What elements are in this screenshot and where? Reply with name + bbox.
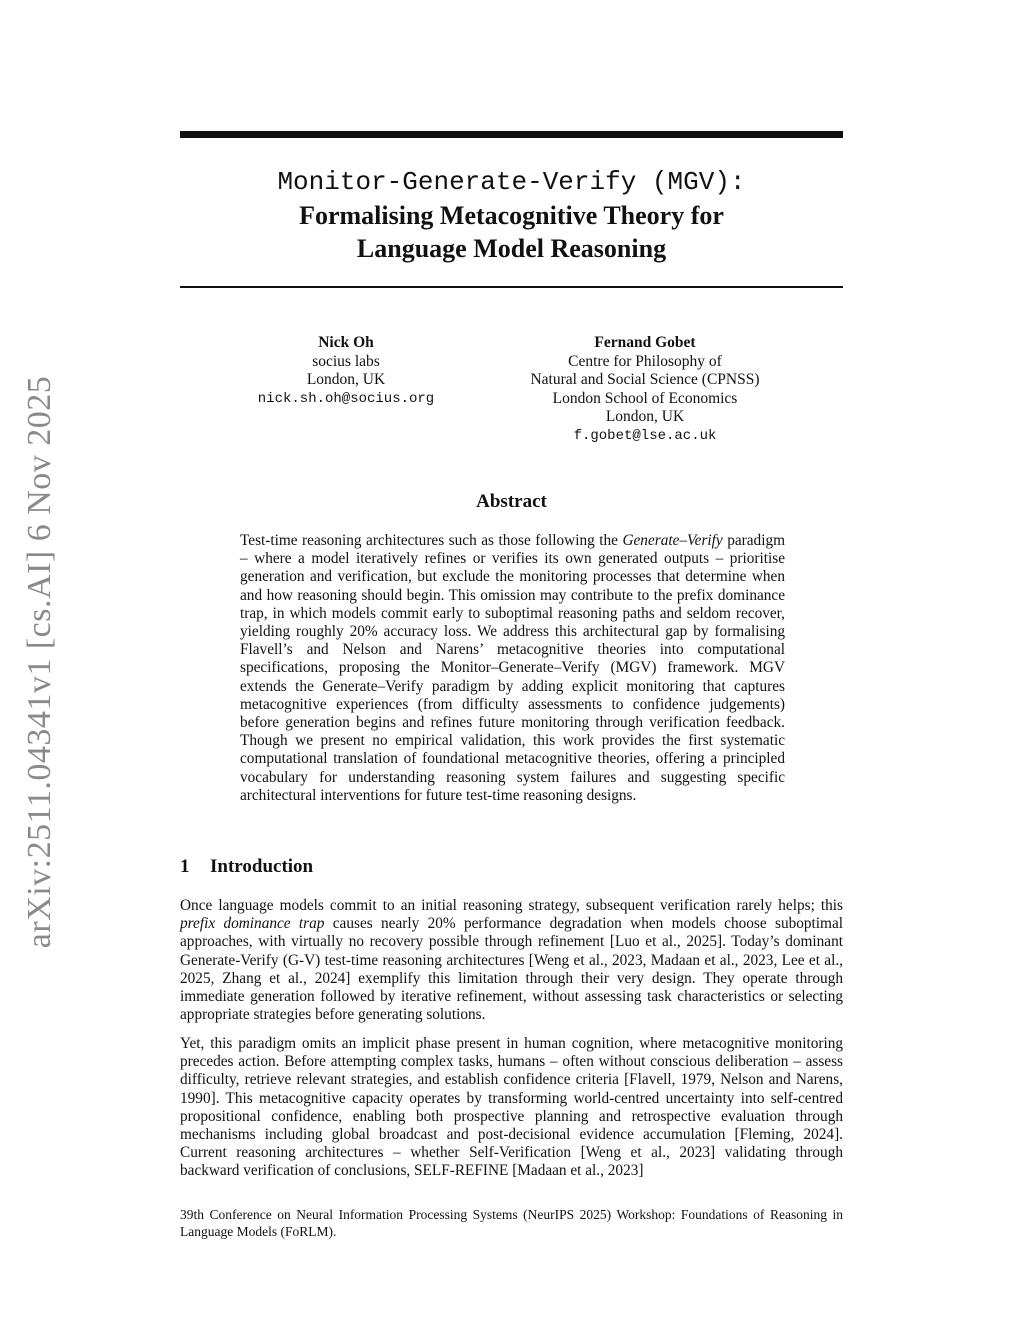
abstract-body: [240, 532, 785, 805]
abstract-italic-term: Generate–Verify: [622, 532, 723, 549]
intro-paragraph-2: Yet, this paradigm omits an implicit phase present in human cognition, where metacognitive monitoring precedes action. Before attempting complex tasks, humans – often without conscious deliberation – assess difficulty, retrieve relevant strategies, and establish confidence criteria [Flavell, 1979, Nelson and Narens, 1990]. This metacognitive capacity operates by transforming world-centred uncertainty into self-centred propositional confidence, enabling both prospective planning and retrospective evaluation through mechanisms including global broadcast and post-decisional evidence accumulation [Fleming, 2024]. Current reasoning architectures – whether Self-Verification [Weng et al., 2023] validating through backward verification of conclusions, SELF-REFINE [Madaan et al., 2023]: [180, 1035, 843, 1180]
conference-footnote: 39th Conference on Neural Information Processing Systems (NeurIPS 2025) Workshop: Foundations of Reasoning in Language Models (FoRLM).: [180, 1207, 843, 1239]
author-affiliation-line: London School of Economics: [552, 389, 738, 407]
title-top-rule: [180, 131, 843, 138]
paragraph-italic-term: prefix dominance trap: [180, 915, 325, 933]
section-heading-introduction: [180, 856, 843, 878]
author-name: Fernand Gobet: [594, 334, 696, 351]
paragraph-text: Once language models commit to an initial reasoning strategy, subsequent verification rarely helps; this: [180, 897, 843, 914]
author-affiliation-line: London, UK: [605, 408, 685, 425]
author-email: nick.sh.oh@socius.org: [257, 390, 435, 407]
section-number: 1: [180, 856, 190, 877]
author-name: Nick Oh: [318, 334, 374, 351]
author-affiliation-line: Natural and Social Science (CPNSS): [530, 371, 760, 388]
author-affiliation-line: Centre for Philosophy of: [568, 352, 722, 370]
author-email: f.gobet@lse.ac.uk: [573, 427, 717, 444]
section-title: Introduction: [210, 856, 314, 877]
intro-paragraph-1: [180, 897, 843, 1024]
author-block-1: [246, 334, 446, 408]
abstract-text: paradigm – where a model iteratively refines or verifies its own generated outputs – prioritise generation and verification, but exclude the monitoring processes that determine when and how reasoning should begin. This omission may contribute to the prefix dominance trap, in which models commit early to suboptimal reasoning paths and seldom recover, yielding roughly 20% accuracy loss. We address this architectural gap by formalising Flavell’s and Nelson and Narens’ metacognitive theories into computational specifications, proposing the Monitor–Generate–Verify (MGV) framework. MGV extends the Generate–Verify paradigm by adding explicit monitoring that captures metacognitive experiences (from difficulty assessments to confidence judgements) before generation begins and refines future monitoring through verification feedback. Though we present no empirical validation, this work provides the first systematic computational translation of foundational metacognitive theories, offering a principled vocabulary for understanding reasoning system failures and suggesting specific architectural interventions for future test-time reasoning designs.: [240, 532, 785, 804]
abstract-heading: Abstract: [476, 491, 547, 512]
title-line-3: Language Model Reasoning: [356, 234, 667, 263]
title-line-1: Monitor-Generate-Verify (MGV):: [277, 167, 746, 197]
abstract-text: Test-time reasoning architectures such as those following the: [240, 532, 623, 549]
paper-title: [180, 165, 843, 265]
arxiv-identifier-stamp: arXiv:2511.04341v1 [cs.AI] 6 Nov 2025: [21, 375, 58, 949]
title-bottom-rule: [180, 286, 843, 288]
author-affiliation-line: London, UK: [306, 371, 386, 388]
author-block-2: [500, 334, 790, 445]
title-line-2: Formalising Metacognitive Theory for: [299, 201, 724, 230]
paragraph-text: causes nearly 20% performance degradation when models choose suboptimal approaches, with virtually no recovery possible through refinement [Luo et al., 2025]. Today’s dominant Generate-Verify (G-V) test-time reasoning architectures [Weng et al., 2023, Madaan et al., 2023, Lee et al., 2025, Zhang et al., 2024] exemplify this limitation through their very design. They operate through immediate generation followed by iterative refinement, without assessing task characteristics or selecting appropriate strategies before generating solutions.: [180, 915, 843, 1024]
author-affiliation-line: socius labs: [312, 352, 380, 370]
